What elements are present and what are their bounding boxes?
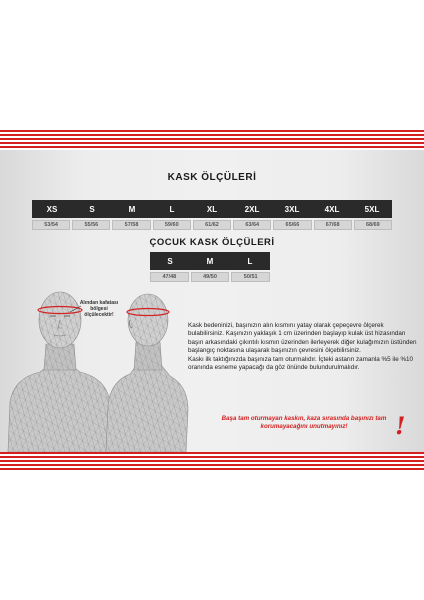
size-label: 4XL	[324, 204, 340, 214]
top-stripes	[0, 130, 424, 150]
size-label: M	[128, 204, 136, 214]
size-label: S	[89, 204, 95, 214]
size-label: 2XL	[244, 204, 260, 214]
size-range: 68/69	[354, 220, 392, 230]
adult-range-row	[32, 220, 392, 230]
size-range: 50/51	[231, 272, 270, 282]
callout-arrow-icon	[68, 304, 82, 314]
instructions-text	[188, 322, 420, 372]
size-label: XS	[46, 204, 58, 214]
size-range: 59/60	[153, 220, 191, 230]
child-range-row	[150, 272, 270, 282]
warning-line: korumayacağını unutmayınız!	[260, 423, 348, 430]
size-range: 53/54	[32, 220, 70, 230]
size-label: 3XL	[284, 204, 300, 214]
head-back-wireframe-icon	[100, 282, 192, 452]
size-label: M	[206, 256, 214, 266]
instructions-paragraph: Kask bedeninizi, başınızın alın kısmını yatay olarak çepeçevre ölçerek bulabilirsiniz. Kaşınızın yaklaşık 1 cm üzerinden başlayıp kulak üst hizasından başın arkasındaki çıkıntılı kısmın üzerinden ilerleyerek diğer kulağımızın üstünden başlangıç noktasına ulaşarak başınızın çevresini ölçebilirsiniz.	[188, 322, 417, 355]
size-label: L	[247, 256, 253, 266]
instructions-paragraph: Kaskı ilk taktığınızda başınıza tam oturmalıdır. İçteki astarın zamanla %5 ile %10 oranında esneme yapacağı da göz önünde bulundurulmalıdır.	[188, 355, 414, 372]
size-range: 65/66	[273, 220, 311, 230]
size-range: 63/64	[233, 220, 271, 230]
size-range: 67/68	[314, 220, 352, 230]
fit-warning	[200, 415, 408, 431]
callout-line: bölgesi	[90, 306, 108, 312]
size-range: 49/50	[191, 272, 230, 282]
size-range: 57/58	[112, 220, 150, 230]
size-label: 5XL	[364, 204, 380, 214]
size-label: L	[169, 204, 175, 214]
size-label: XL	[206, 204, 218, 214]
callout-line: ölçülecektir!	[84, 312, 114, 318]
child-size-bar	[150, 252, 270, 270]
exclamation-icon: !	[392, 411, 409, 440]
size-label: S	[167, 256, 173, 266]
adult-chart-title: KASK ÖLÇÜLERİ	[167, 172, 257, 183]
size-range: 61/62	[193, 220, 231, 230]
callout-line: Alından kafatası	[79, 300, 119, 306]
adult-size-bar	[32, 200, 392, 218]
size-range: 55/56	[72, 220, 110, 230]
size-range: 47/48	[150, 272, 189, 282]
warning-line: Başa tam oturmayan kaskın, kaza sırasında başınızı tam	[221, 415, 387, 422]
bottom-stripes	[0, 452, 424, 472]
child-chart-title: ÇOCUK KASK ÖLÇÜLERİ	[149, 237, 275, 248]
